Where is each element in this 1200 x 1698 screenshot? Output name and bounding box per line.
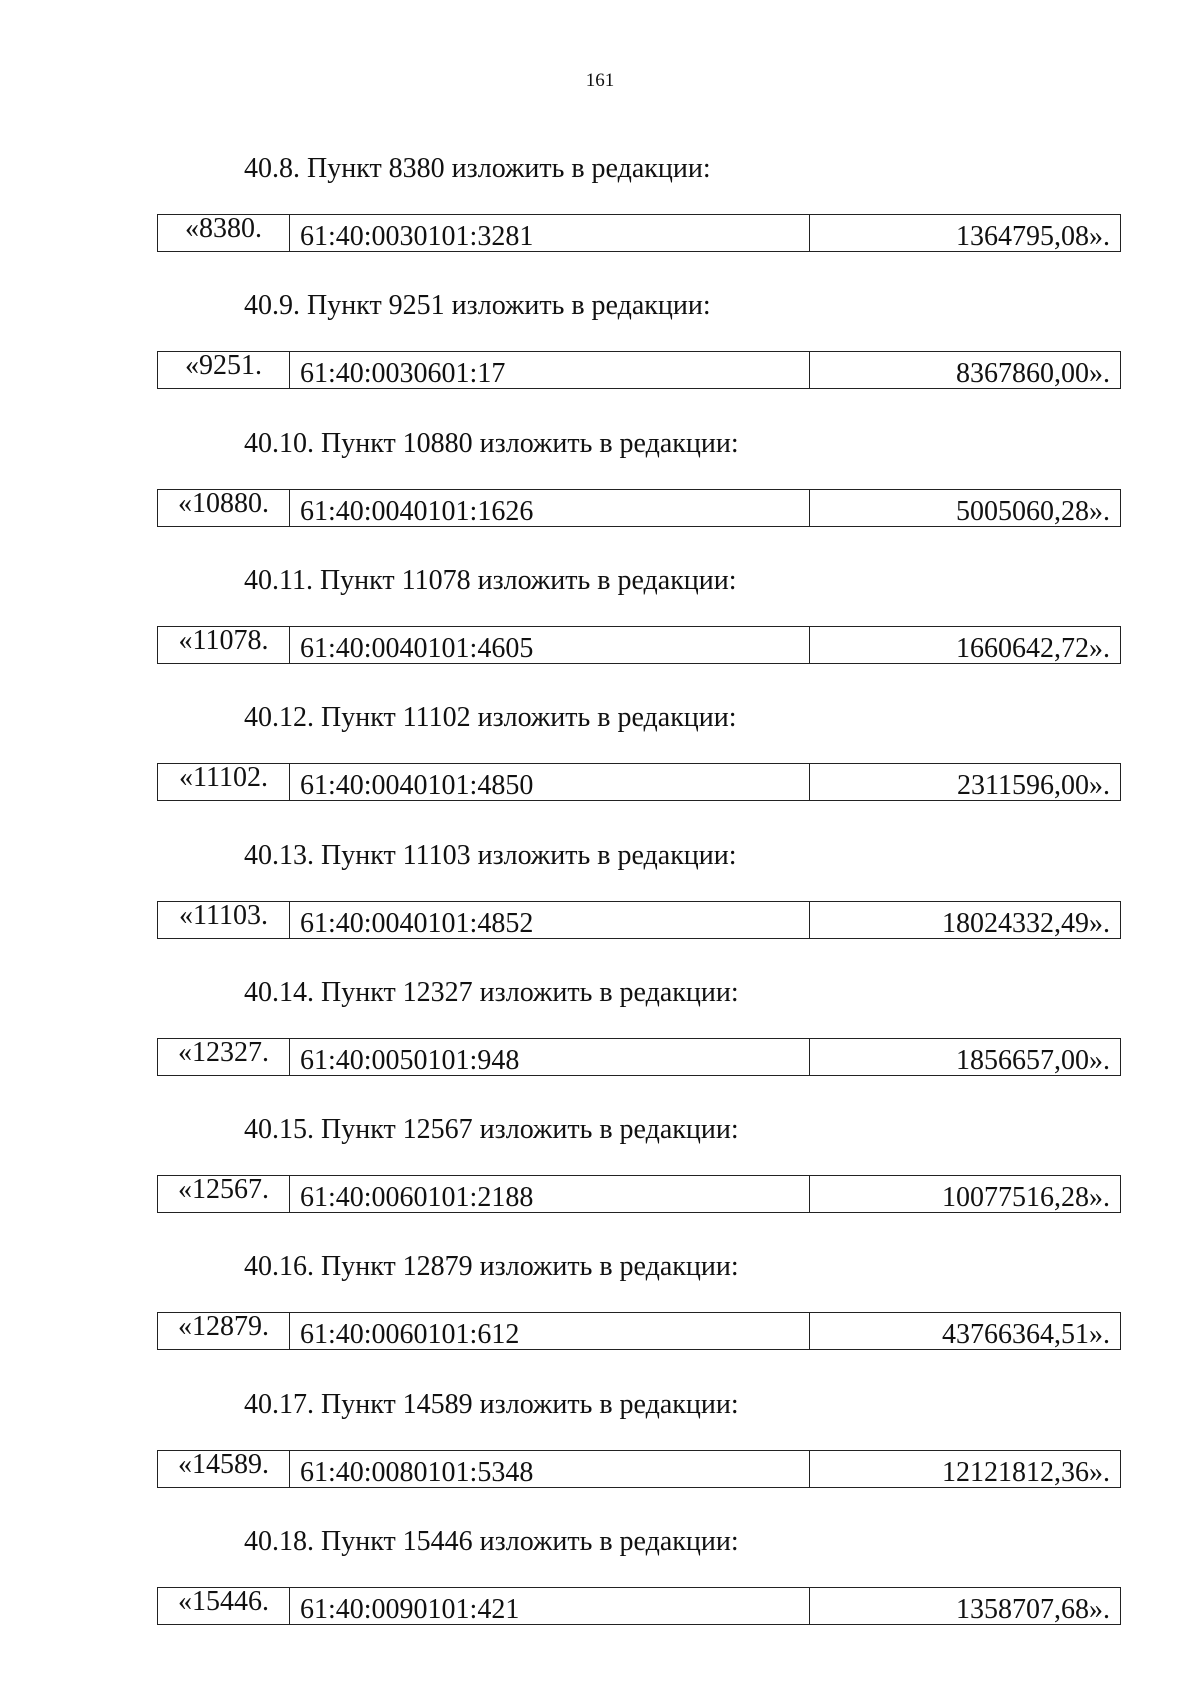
cadastral-value-cell: 1856657,00». [956,1044,1110,1076]
table-row [157,1175,1121,1213]
item-number-cell: «10880. [158,490,290,526]
item-number-cell: «11102. [158,764,290,800]
cadastral-number-cell: 61:40:0040101:4852 [290,902,810,938]
cadastral-number-cell: 61:40:0040101:1626 [290,490,810,526]
amendment-heading: 40.17. Пункт 14589 изложить в редакции: [244,1388,739,1420]
table-row [157,214,1121,252]
table-row [157,763,1121,801]
item-number-cell: «8380. [158,215,290,251]
amendment-section [0,701,1200,839]
amendment-section [0,1250,1200,1388]
table-row [157,1450,1121,1488]
cadastral-number-cell: 61:40:0040101:4605 [290,627,810,663]
amendment-section [0,976,1200,1114]
table-row [157,1587,1121,1625]
amendment-heading: 40.18. Пункт 15446 изложить в редакции: [244,1526,739,1557]
cadastral-value-cell: 1660642,72». [956,632,1110,664]
table-row [157,489,1121,527]
amendment-section [0,564,1200,702]
amendment-heading: 40.14. Пункт 12327 изложить в редакции: [244,976,739,1008]
amendment-section [0,427,1200,565]
cadastral-value-cell: 2311596,00». [957,770,1110,802]
amendment-section [0,1113,1200,1251]
item-number-cell: «11078. [158,627,290,663]
cadastral-number-cell: 61:40:0060101:612 [290,1313,810,1349]
table-row [157,1038,1121,1076]
table-row [157,1312,1121,1350]
cadastral-value-cell: 1358707,68». [956,1594,1110,1625]
cadastral-value-cell: 1364795,08». [956,221,1110,252]
cadastral-value-cell: 10077516,28». [942,1182,1110,1214]
item-number-cell: «15446. [158,1588,290,1624]
item-number-cell: «14589. [158,1451,290,1487]
cadastral-value-cell: 12121812,36». [942,1456,1110,1488]
item-number-cell: «11103. [158,902,290,938]
table-row [157,901,1121,939]
cadastral-number-cell: 61:40:0030101:3281 [290,215,810,251]
amendment-section [0,1388,1200,1526]
cadastral-number-cell: 61:40:0030601:17 [290,352,810,388]
amendment-section [0,1525,1200,1663]
amendment-heading: 40.16. Пункт 12879 изложить в редакции: [244,1251,739,1283]
cadastral-number-cell: 61:40:0080101:5348 [290,1451,810,1487]
cadastral-value-cell: 43766364,51». [942,1319,1110,1351]
amendment-section [0,839,1200,977]
table-row [157,351,1121,389]
amendment-section [0,289,1200,427]
amendment-section [0,152,1200,290]
amendment-heading: 40.15. Пункт 12567 изложить в редакции: [244,1114,739,1146]
cadastral-value-cell: 5005060,28». [956,495,1110,527]
amendment-heading: 40.10. Пункт 10880 изложить в редакции: [244,427,739,459]
cadastral-number-cell: 61:40:0090101:421 [290,1588,810,1624]
cadastral-number-cell: 61:40:0040101:4850 [290,764,810,800]
table-row [157,626,1121,664]
item-number-cell: «9251. [158,352,290,388]
item-number-cell: «12567. [158,1176,290,1212]
cadastral-number-cell: 61:40:0050101:948 [290,1039,810,1075]
cadastral-number-cell: 61:40:0060101:2188 [290,1176,810,1212]
item-number-cell: «12327. [158,1039,290,1075]
cadastral-value-cell: 18024332,49». [942,907,1110,939]
amendment-heading: 40.8. Пункт 8380 изложить в редакции: [244,153,711,184]
amendment-heading: 40.9. Пункт 9251 изложить в редакции: [244,290,711,322]
page-number: 161 [585,70,615,91]
amendment-heading: 40.11. Пункт 11078 изложить в редакции: [244,564,737,596]
amendment-heading: 40.12. Пункт 11102 изложить в редакции: [244,702,737,734]
item-number-cell: «12879. [158,1313,290,1349]
cadastral-value-cell: 8367860,00». [956,358,1110,390]
amendment-heading: 40.13. Пункт 11103 изложить в редакции: [244,839,737,871]
